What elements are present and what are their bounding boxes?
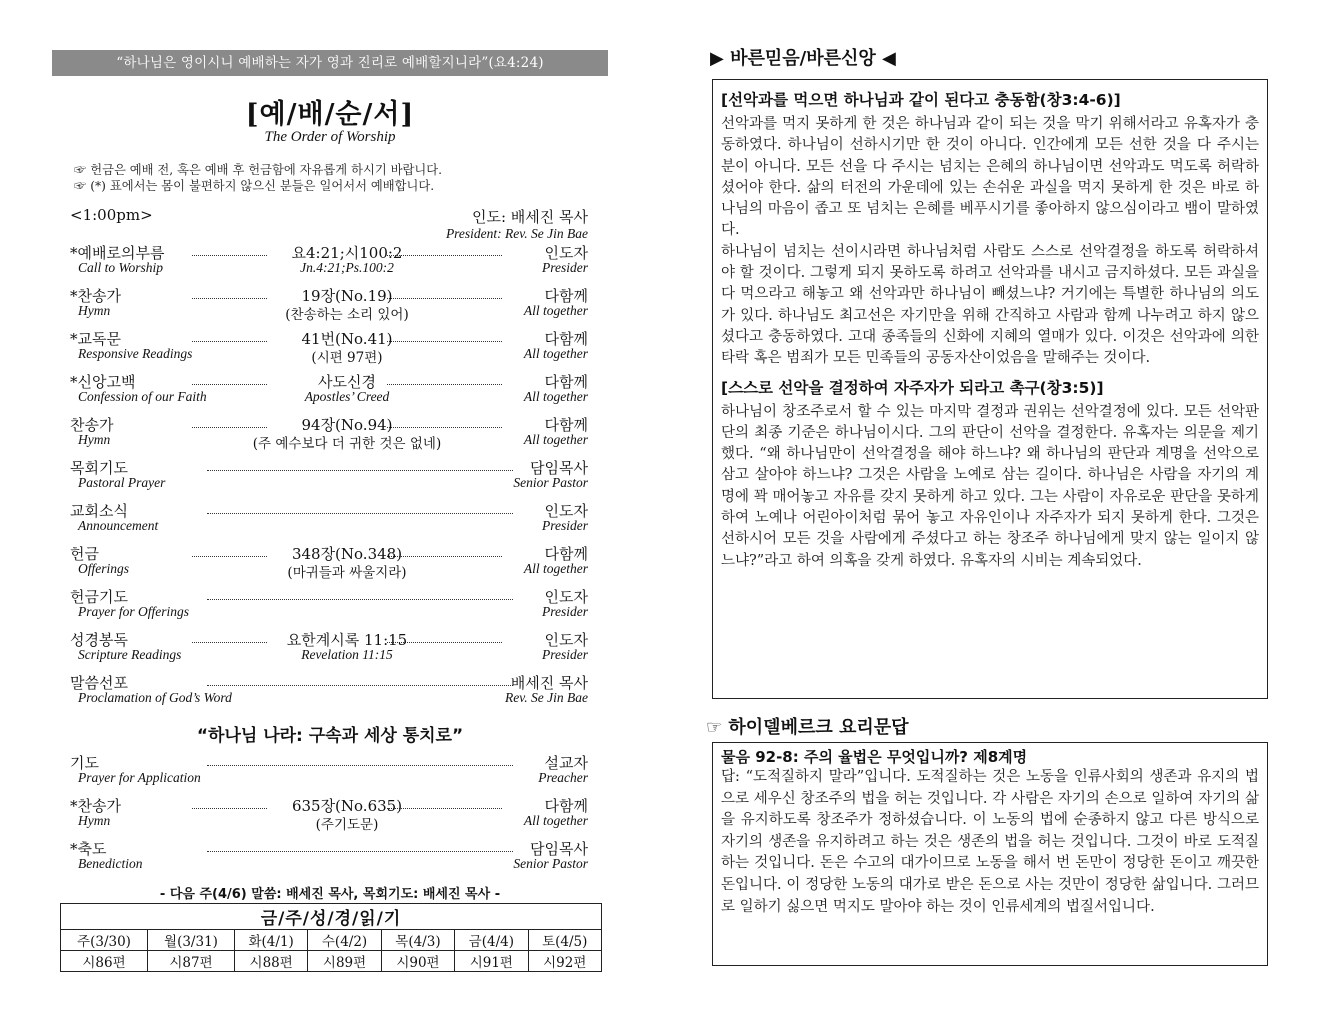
item-role-en: All together — [523, 561, 588, 576]
item-role-ko: 다함께 — [544, 416, 588, 434]
section1-title: [선악과를 먹으면 하나님과 같이 된다고 충동함(창3:4-6)] — [721, 91, 1121, 109]
item-name-en: Offerings — [78, 561, 130, 576]
day-cell: 토(4/5) — [528, 930, 601, 951]
item-role-en: Presider — [542, 647, 588, 662]
item-role-ko: 담임목사 — [530, 459, 588, 477]
item-name-ko: *찬송가 — [70, 797, 121, 815]
worship-item — [52, 838, 608, 881]
day-cell: 화(4/1) — [234, 930, 307, 951]
item-detail-en: Revelation 11:15 — [301, 647, 393, 662]
item-role-ko: 담임목사 — [530, 840, 588, 858]
worship-item — [52, 414, 608, 457]
leader-english: President: Rev. Se Jin Bae — [445, 226, 588, 241]
item-name-en: Responsive Readings — [78, 346, 193, 361]
item-role-en: All together — [523, 389, 588, 404]
day-cell: 목(4/3) — [381, 930, 454, 951]
reading-cell: 시91편 — [455, 951, 528, 972]
reading-cell: 시86편 — [61, 951, 148, 972]
dot-leader — [207, 599, 513, 600]
day-cell: 월(3/31) — [147, 930, 234, 951]
item-role-en: Presider — [542, 518, 588, 533]
leader-korean: 인도: 배세진 목사 — [471, 208, 588, 226]
item-role-ko: 인도자 — [544, 588, 588, 606]
worship-notes — [74, 162, 608, 194]
section2-title: [스스로 선악을 결정하여 자주자가 되라고 촉구(창3:5)] — [721, 378, 1104, 397]
item-name-ko: 성경봉독 — [70, 631, 128, 649]
item-name-ko: *축도 — [70, 840, 107, 858]
section1-paragraph2: 하나님이 넘치는 선이시라면 하나님처럼 사람도 스스로 선악결정을 하도록 허락하셔야 할 것이다. 그렇게 되지 못하도록 하려고 선악과를 내시고 금지하셨다. 모든 과실을 다 먹으라고 해놓고 왜 선악과만 하나님이 빼셨느냐? 거기에는 특별한 하나님의 의도가 있다. 하나님도 최고선은 자기만을 위해 간직하고 사람과 함께 나누려고 하지 않으셨다고 충동하였다. 고대 종족들의 신화에 지혜의 열매가 있다. 이것은 선악과에 의한 타락 혹은 범죄가 모든 민족들의 공동자산이었음을 말해주는 것이다. — [721, 243, 1259, 367]
worship-item — [52, 672, 608, 715]
worship-item — [52, 328, 608, 371]
service-leader — [446, 206, 588, 242]
item-role-ko: 인도자 — [544, 502, 588, 520]
item-role-en: Senior Pastor — [513, 856, 588, 871]
sermon-title: “하나님 나라: 구속과 세상 통치로” — [196, 726, 464, 746]
order-of-worship-column — [52, 50, 608, 902]
worship-item — [52, 371, 608, 414]
bible-table-title: 금/주/성/경/읽/기 — [61, 904, 602, 930]
right-faith-heading: ▶ 바른믿음/바른신앙 ◀ — [710, 48, 896, 69]
item-role-ko: 다함께 — [544, 287, 588, 305]
item-role-en: All together — [523, 813, 588, 828]
worship-item — [52, 500, 608, 543]
item-role-ko: 다함께 — [544, 545, 588, 563]
item-role-ko: 다함께 — [544, 330, 588, 348]
catechism-box — [712, 742, 1268, 966]
item-name-ko: 찬송가 — [70, 416, 114, 434]
item-detail-en: (찬송하는 소리 있어) — [285, 307, 409, 323]
worship-item — [52, 629, 608, 672]
item-detail-ko: 요4:21;시100:2 — [291, 244, 403, 262]
worship-item — [52, 795, 608, 838]
item-name-en: Pastoral Prayer — [78, 475, 166, 490]
worship-item — [52, 285, 608, 328]
worship-item — [52, 457, 608, 500]
day-cell: 수(4/2) — [308, 930, 381, 951]
worship-items-part2 — [52, 752, 608, 881]
note-offering: ☞ 헌금은 예배 전, 혹은 예배 후 헌금함에 자유롭게 하시기 바랍니다. — [74, 163, 443, 177]
item-role-en: Senior Pastor — [513, 475, 588, 490]
reading-cell: 시87편 — [147, 951, 234, 972]
item-detail-ko: 사도신경 — [318, 373, 376, 391]
item-role-en: Rev. Se Jin Bae — [505, 690, 588, 705]
item-name-ko: *찬송가 — [70, 287, 121, 305]
item-detail-ko: 요한계시록 11:15 — [286, 631, 408, 649]
item-detail-ko: 19장(No.19) — [301, 287, 393, 305]
dot-leader — [207, 851, 513, 852]
item-role-en: Preacher — [538, 770, 588, 785]
item-name-en: Hymn — [78, 432, 111, 447]
item-name-en: Hymn — [78, 303, 111, 318]
next-week-notice: - 다음 주(4/6) 말씀: 배세진 목사, 목회기도: 배세진 목사 - — [159, 887, 501, 902]
item-detail-ko: 635장(No.635) — [291, 797, 403, 815]
item-detail-en: (주기도문) — [315, 817, 379, 833]
item-name-ko: 기도 — [70, 754, 99, 772]
bible-readings-row — [61, 951, 602, 972]
item-role-en: All together — [523, 346, 588, 361]
item-role-en: Presider — [542, 604, 588, 619]
item-name-ko: 교회소식 — [70, 502, 128, 520]
item-name-ko: *교독문 — [70, 330, 121, 348]
item-role-ko: 설교자 — [544, 754, 588, 772]
item-name-en: Confession of our Faith — [78, 389, 207, 404]
page-subtitle: The Order of Worship — [264, 129, 396, 145]
dot-leader — [207, 685, 513, 686]
catechism-answer: 답: “도적질하지 말라”입니다. 도적질하는 것은 노동을 인류사회의 생존과 유지의 법으로 세우신 창조주의 법을 허는 것입니다. 각 사람은 자기의 손으로 일하여 자기의 삶을 유지하도록 창조주가 정하셨습니다. 이 노동의 법에 순종하지 않고 다른 방식으로 자기의 생존을 유지하려고 하는 것은 생존의 법을 허는 것입니다. 그것이 바로 도적질하는 것입니다. 돈은 수고의 대가이므로 노동을 해서 번 돈만이 정당한 돈이고 깨끗한 돈입니다. 이 정당한 노동의 대가로 받은 돈으로 사는 것만이 정당한 삶입니다. 그러므로 일하기 싫으면 먹지도 말아야 하는 것이 인류세계의 법질서입니다. — [721, 769, 1259, 915]
section1-paragraph1: 선악과를 먹지 못하게 한 것은 하나님과 같이 되는 것을 막기 위해서라고 유혹자가 충동하였다. 하나님이 선하시기만 한 것이 아니다. 인간에게 모든 선한 것을 다 주시는 분이 아니다. 모든 선을 다 주시는 넘치는 은혜의 하나님이면 선악과도 먹도록 허락하셨어야 한다. 삶의 터전의 가운데에 있는 손쉬운 과실을 먹지 못하게 한 것은 바로 하나님의 마음이 좁고 또 넘치는 은혜를 베푸시기를 좋아하지 않으심이라고 뱀이 말하였다. — [721, 116, 1259, 239]
worship-item — [52, 752, 608, 795]
item-name-ko: 헌금기도 — [70, 588, 128, 606]
item-detail-en: (시편 97편) — [311, 350, 383, 366]
item-role-ko: 다함께 — [544, 373, 588, 391]
item-name-ko: 헌금 — [70, 545, 99, 563]
item-name-ko: 말씀선포 — [70, 674, 128, 692]
worship-item — [52, 543, 608, 586]
service-time-row — [52, 206, 608, 242]
item-detail-ko: 94장(No.94) — [301, 416, 393, 434]
day-cell: 주(3/30) — [61, 930, 148, 951]
item-role-en: All together — [523, 432, 588, 447]
item-name-en: Prayer for Offerings — [78, 604, 189, 619]
item-detail-ko: 348장(No.348) — [291, 545, 403, 563]
dot-leader — [207, 470, 513, 471]
service-time: <1:00pm> — [70, 206, 153, 224]
note-standing: ☞ (*) 표에서는 몸이 불편하지 않으신 분들은 일어서서 예배합니다. — [74, 179, 435, 193]
item-role-ko: 배세진 목사 — [510, 674, 588, 692]
section2-paragraph1: 하나님이 창조주로서 할 수 있는 마지막 결정과 권위는 선악결정에 있다. 모든 선악판단의 최종 기준은 하나님이시다. 그의 판단이 선악을 결정한다. 유혹자는 의문을 제기했다. “왜 하나님만이 선악결정을 해야 하느냐? 왜 하나님의 판단과 계명을 선악으로 삼고 살아야 하느냐? 그것은 사람을 노예로 삼는 길이다. 하나님은 사람을 자기의 계명에 꽉 매어놓고 자유를 갖지 못하게 하고 있다. 그는 사람이 자유로운 판단을 못하게 하여 노예나 어린아이처럼 묶어 놓고 자유인이나 자주자가 되지 못하게 한다. 그것은 선하시어 모든 것을 사람에게 주셨다고 하는 창조주 하나님에게 맞지 않는 일이지 않느냐?”라고 하여 의혹을 갖게 하였다. 유혹자의 시비는 계속되었다. — [721, 403, 1259, 569]
item-role-ko: 다함께 — [544, 797, 588, 815]
item-detail-ko: 41번(No.41) — [301, 330, 393, 348]
item-name-en: Benediction — [78, 856, 143, 871]
item-role-ko: 인도자 — [544, 244, 588, 262]
worship-items-part1 — [52, 242, 608, 715]
item-name-ko: *예배로의부름 — [70, 244, 165, 262]
item-name-en: Scripture Readings — [78, 647, 182, 662]
item-detail-en: (주 예수보다 더 귀한 것은 없네) — [252, 436, 442, 452]
reading-cell: 시88편 — [234, 951, 307, 972]
right-faith-box — [712, 79, 1268, 699]
reading-cell: 시90편 — [381, 951, 454, 972]
catechism-heading: ☞ 하이델베르크 요리문답 — [706, 717, 909, 738]
reading-cell: 시89편 — [308, 951, 381, 972]
page-title: [예/배/순/서] — [245, 99, 415, 130]
item-name-en: Call to Worship — [78, 260, 164, 275]
weekly-bible-reading-table — [60, 903, 602, 972]
item-role-ko: 인도자 — [544, 631, 588, 649]
catechism-question: 물음 92-8: 주의 율법은 무엇입니까? 제8계명 — [721, 748, 1028, 766]
item-name-en: Proclamation of God’s Word — [78, 690, 232, 705]
item-role-en: All together — [523, 303, 588, 318]
item-detail-en: Apostles’ Creed — [304, 389, 390, 404]
dot-leader — [207, 765, 513, 766]
bible-days-row — [61, 930, 602, 951]
item-name-en: Prayer for Application — [78, 770, 201, 785]
worship-item — [52, 586, 608, 629]
item-name-ko: *신앙고백 — [70, 373, 136, 391]
item-detail-en: (마귀들과 싸울지라) — [287, 565, 407, 581]
item-name-en: Announcement — [78, 518, 159, 533]
scripture-banner: “하나님은 영이시니 예배하는 자가 영과 진리로 예배할지니라”(요4:24) — [52, 50, 608, 76]
item-role-en: Presider — [542, 260, 588, 275]
item-name-en: Hymn — [78, 813, 111, 828]
day-cell: 금(4/4) — [455, 930, 528, 951]
dot-leader — [207, 513, 513, 514]
item-detail-en: Jn.4:21;Ps.100:2 — [300, 260, 394, 275]
reading-cell: 시92편 — [528, 951, 601, 972]
item-name-ko: 목회기도 — [70, 459, 128, 477]
worship-item — [52, 242, 608, 285]
